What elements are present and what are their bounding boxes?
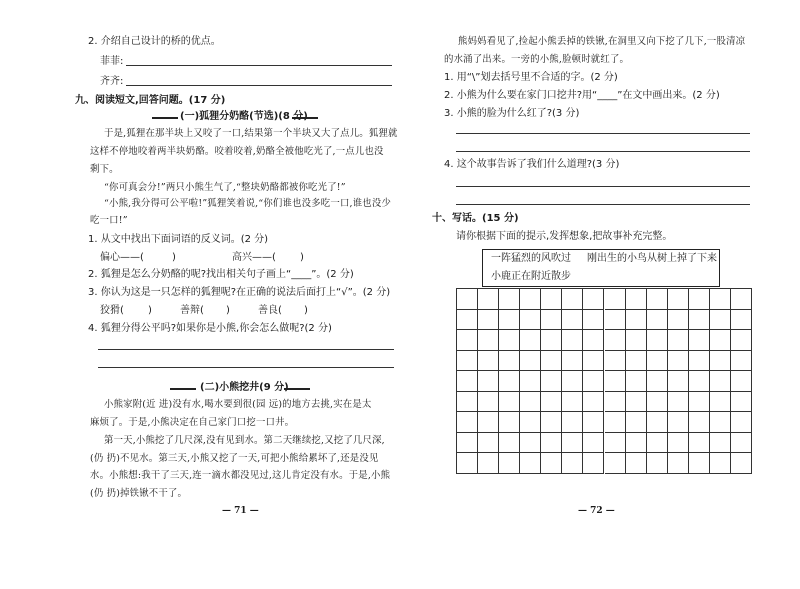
grid-cell[interactable] [626,310,647,331]
grid-cell[interactable] [731,330,752,351]
passage-2-line: 小熊家附(近 进)没有水,喝水要到很(园 远)的地方去挑,实在是太 [104,399,372,410]
grid-cell[interactable] [583,371,604,392]
question-2-1: 1. 用“\”划去括号里不合适的字。(2 分) [444,72,618,83]
grid-cell[interactable] [731,453,752,474]
grid-cell[interactable] [710,392,731,413]
qiqi-label: 齐齐: [100,76,124,87]
grid-cell[interactable] [668,330,689,351]
grid-cell[interactable] [647,453,668,474]
passage-1-line: 剩下。 [90,164,119,175]
passage-2-line: 第一天,小熊挖了几尺深,没有见到水。第二天继续挖,又挖了几尺深, [104,435,385,446]
grid-cell[interactable] [689,351,710,372]
grid-cell[interactable] [689,289,710,310]
passage-1-line: “你可真会分!”两只小熊生气了,“整块奶酪都被你吃光了!” [104,182,346,193]
question-2-3: 3. 小熊的脸为什么红了?(3 分) [444,108,580,119]
grid-cell[interactable] [731,433,752,454]
grid-cell[interactable] [583,392,604,413]
grid-cell[interactable] [562,371,583,392]
passage-2-line: 麻烦了。于是,小熊决定在自己家门口挖一口井。 [90,417,295,428]
grid-cell[interactable] [731,351,752,372]
grid-cell[interactable] [457,351,478,372]
grid-cell[interactable] [478,392,499,413]
grid-cell[interactable] [583,289,604,310]
grid-cell[interactable] [541,371,562,392]
grid-cell[interactable] [478,453,499,474]
grid-cell[interactable] [626,412,647,433]
grid-cell[interactable] [668,310,689,331]
grid-cell[interactable] [710,351,731,372]
grid-cell[interactable] [626,351,647,372]
grid-cell[interactable] [562,351,583,372]
grid-cell[interactable] [668,412,689,433]
antonym-1-close[interactable]: ) [172,252,176,263]
grid-cell[interactable] [541,351,562,372]
grid-cell[interactable] [731,412,752,433]
grid-cell[interactable] [605,412,626,433]
grid-cell[interactable] [605,351,626,372]
grid-cell[interactable] [562,289,583,310]
grid-cell[interactable] [689,330,710,351]
grid-cell[interactable] [647,351,668,372]
grid-cell[interactable] [605,433,626,454]
question-2-intro: 2. 介绍自己设计的桥的优点。 [88,36,221,47]
grid-cell[interactable] [562,392,583,413]
grid-cell[interactable] [457,310,478,331]
passage-2-title-rule-left [170,388,196,390]
grid-cell[interactable] [647,392,668,413]
grid-cell[interactable] [499,289,520,310]
passage-2-line: 水。小熊想:我干了三天,连一滴水都没见过,这儿肯定没有水。于是,小熊 [90,470,391,481]
grid-cell[interactable] [499,433,520,454]
grid-cell[interactable] [647,310,668,331]
qiqi-answer-line[interactable] [126,85,392,86]
writing-prompt: 请你根据下面的提示,发挥想象,把故事补充完整。 [456,231,673,242]
passage-1-line: 这样不停地咬着两半块奶酪。咬着咬着,奶酪全被他吃光了,一点儿也没 [90,146,384,157]
grid-cell[interactable] [731,310,752,331]
grid-cell[interactable] [626,433,647,454]
grid-cell[interactable] [562,412,583,433]
grid-cell[interactable] [541,289,562,310]
grid-cell[interactable] [478,289,499,310]
grid-cell[interactable] [668,392,689,413]
passage-2-continued-line: 熊妈妈看见了,捡起小熊丢掉的铁锹,在洞里又向下挖了几下,一股清凉 [458,36,746,47]
feifei-label: 菲菲: [100,56,124,67]
grid-cell[interactable] [457,433,478,454]
grid-cell[interactable] [605,330,626,351]
writing-hint-box [482,249,720,287]
grid-cell[interactable] [541,433,562,454]
grid-cell[interactable] [710,371,731,392]
grid-cell[interactable] [647,433,668,454]
grid-cell[interactable] [710,330,731,351]
passage-1-title-rule-left [152,117,178,119]
grid-cell[interactable] [647,289,668,310]
grid-cell[interactable] [605,392,626,413]
question-2-2: 2. 小熊为什么要在家门口挖井?用“____”在文中画出来。(2 分) [444,90,720,101]
grid-cell[interactable] [541,330,562,351]
passage-2-continued-line: 的水涌了出来。一旁的小熊,脸顿时就红了。 [444,54,630,65]
grid-cell[interactable] [499,351,520,372]
passage-2-line: (仍 扔)不见水。第三天,小熊又挖了一天,可把小熊给累坏了,还是没见 [90,453,379,464]
grid-cell[interactable] [562,453,583,474]
passage-2-line: (仍 扔)掉铁锹不干了。 [90,488,188,499]
grid-cell[interactable] [520,371,541,392]
grid-cell[interactable] [689,371,710,392]
passage-2-title-rule-right [284,388,310,390]
antonym-2-close[interactable]: ) [300,252,304,263]
grid-cell[interactable] [499,412,520,433]
grid-cell[interactable] [478,371,499,392]
grid-cell[interactable] [520,412,541,433]
grid-cell[interactable] [457,371,478,392]
grid-cell[interactable] [689,392,710,413]
grid-cell[interactable] [668,433,689,454]
answer-line[interactable] [456,186,750,187]
answer-line[interactable] [456,133,750,134]
grid-cell[interactable] [478,330,499,351]
grid-cell[interactable] [499,330,520,351]
grid-cell[interactable] [499,392,520,413]
grid-cell[interactable] [457,330,478,351]
question-1-2: 2. 狐狸是怎么分奶酪的呢?找出相关句子画上“____”。(2 分) [88,269,354,280]
antonym-2-label: 高兴——( [232,252,276,263]
writing-grid[interactable] [456,288,752,474]
hint-text: 一阵猛烈的风吹过 [491,253,571,264]
grid-cell[interactable] [689,453,710,474]
grid-cell[interactable] [520,330,541,351]
grid-cell[interactable] [499,310,520,331]
grid-cell[interactable] [731,289,752,310]
grid-cell[interactable] [583,453,604,474]
option-kind: 善良( [258,305,282,316]
grid-cell[interactable] [605,453,626,474]
grid-cell[interactable] [689,433,710,454]
grid-cell[interactable] [647,412,668,433]
grid-cell[interactable] [478,351,499,372]
question-1-3: 3. 你认为这是一只怎样的狐狸呢?在正确的说法后面打上“√”。(2 分) [88,287,391,298]
grid-cell[interactable] [731,371,752,392]
section-9-title: 九、阅读短文,回答问题。(17 分) [75,95,226,106]
grid-cell[interactable] [710,453,731,474]
grid-cell[interactable] [710,433,731,454]
answer-line[interactable] [456,151,750,152]
option-cunning: 狡猾( [100,305,124,316]
grid-cell[interactable] [499,453,520,474]
grid-cell[interactable] [478,433,499,454]
antonym-1-label: 偏心——( [100,252,144,263]
grid-cell[interactable] [562,330,583,351]
grid-cell[interactable] [605,371,626,392]
grid-cell[interactable] [457,289,478,310]
passage-1-line: 吃一口!” [90,215,128,226]
passage-2-title: (二)小熊挖井(9 分) [200,382,289,393]
section-10-title: 十、写话。(15 分) [432,213,519,224]
grid-cell[interactable] [668,371,689,392]
grid-cell[interactable] [583,412,604,433]
grid-cell[interactable] [583,351,604,372]
option-eloquent: 善辩( [180,305,204,316]
grid-cell[interactable] [499,371,520,392]
option-kind-close[interactable]: ) [304,305,308,316]
grid-cell[interactable] [668,453,689,474]
grid-cell[interactable] [710,412,731,433]
grid-cell[interactable] [605,289,626,310]
grid-cell[interactable] [668,289,689,310]
page-number: — 71 — [222,506,259,516]
grid-cell[interactable] [583,330,604,351]
grid-cell[interactable] [626,289,647,310]
grid-cell[interactable] [710,289,731,310]
page-72 [400,0,800,589]
grid-cell[interactable] [689,412,710,433]
grid-cell[interactable] [478,310,499,331]
hint-text: 小鹿正在附近散步 [491,271,571,282]
grid-cell[interactable] [520,310,541,331]
grid-cell[interactable] [520,433,541,454]
grid-cell[interactable] [562,310,583,331]
grid-cell[interactable] [520,392,541,413]
grid-cell[interactable] [541,310,562,331]
question-2-4: 4. 这个故事告诉了我们什么道理?(3 分) [444,159,620,170]
grid-cell[interactable] [626,453,647,474]
grid-cell[interactable] [605,310,626,331]
grid-cell[interactable] [520,351,541,372]
passage-1-line: “小熊,我分得可公平啦!”狐狸笑着说,“你们谁也没多吃一口,谁也没少 [104,198,392,209]
grid-cell[interactable] [457,453,478,474]
grid-cell[interactable] [689,310,710,331]
grid-cell[interactable] [457,392,478,413]
option-cunning-close[interactable]: ) [148,305,152,316]
option-eloquent-close[interactable]: ) [226,305,230,316]
grid-cell[interactable] [457,412,478,433]
grid-cell[interactable] [626,371,647,392]
grid-cell[interactable] [731,392,752,413]
grid-cell[interactable] [647,371,668,392]
passage-1-title-rule-right [292,117,318,119]
grid-cell[interactable] [541,453,562,474]
grid-cell[interactable] [478,412,499,433]
question-1-1: 1. 从文中找出下面词语的反义词。(2 分) [88,234,269,245]
grid-cell[interactable] [626,392,647,413]
answer-line[interactable] [98,367,394,368]
grid-cell[interactable] [562,433,583,454]
passage-1-line: 于是,狐狸在那半块上又咬了一口,结果第一个半块又大了点儿。狐狸就 [104,128,398,139]
grid-cell[interactable] [541,412,562,433]
feifei-answer-line[interactable] [126,65,392,66]
grid-cell[interactable] [541,392,562,413]
hint-text: 刚出生的小鸟从树上掉了下来 [587,253,717,264]
answer-line[interactable] [98,349,394,350]
grid-cell[interactable] [647,330,668,351]
page-number: — 72 — [578,506,615,516]
grid-cell[interactable] [668,351,689,372]
grid-cell[interactable] [520,289,541,310]
grid-cell[interactable] [583,310,604,331]
grid-cell[interactable] [520,453,541,474]
question-1-4: 4. 狐狸分得公平吗?如果你是小熊,你会怎么做呢?(2 分) [88,323,332,334]
answer-line[interactable] [456,204,750,205]
passage-1-title: (一)狐狸分奶酪(节选)(8 分) [180,111,308,122]
grid-cell[interactable] [710,310,731,331]
grid-cell[interactable] [626,330,647,351]
grid-cell[interactable] [583,433,604,454]
